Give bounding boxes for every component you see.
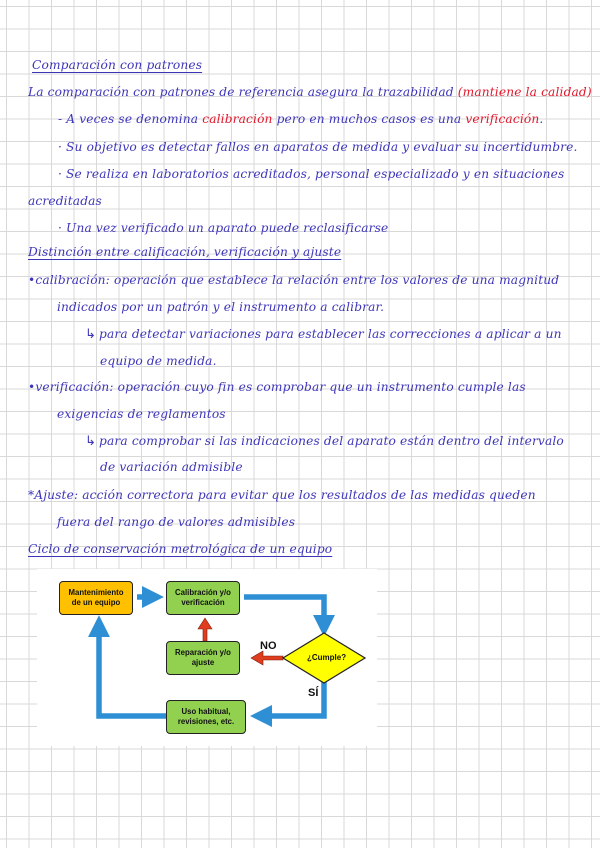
bullet-red-term: verificación [465,112,540,126]
arrow-reparacion-calib [198,618,212,641]
label-no: NO [260,640,277,652]
intro-highlight: (mantiene la calidad) [457,85,592,99]
bullet-item: · Su objetivo es detectar fallos en aparatos de medida y evaluar su incertidumbre. [58,140,578,154]
bullet-item [58,112,543,126]
intro-text: La comparación con patrones de referencia asegura la trazabilidad [28,85,454,99]
box-uso: Uso habitual, revisiones, etc. [166,700,246,734]
section-heading-ciclo: Ciclo de conservación metrológica de un equipo [28,542,333,556]
arrow-calib-cumple [244,597,324,627]
bullet-text: . [539,112,544,126]
section-heading-distincion: Distinción entre calificación, verificación y ajuste [28,245,342,259]
sub-note [85,327,562,342]
box-mantenimiento: Mantenimiento de un equipo [59,581,133,615]
label-si: SÍ [308,687,319,699]
definition-verificacion: •verificación: operación cuyo fin es comprobar que un instrumento cumple las [28,380,526,394]
bullet-text: pero en muchos casos es una [272,112,466,126]
definition-calibracion-cont: indicados por un patrón y el instrumento a calibrar. [57,300,385,314]
sub-arrow-icon: ↳ [85,434,97,449]
box-reparacion: Reparación y/o ajuste [166,641,240,675]
definition-verificacion-cont: exigencias de reglamentos [57,407,226,421]
sub-note-cont: equipo de medida. [100,354,217,368]
box-calibracion: Calibración y/o verificación [166,581,240,615]
sub-note-text: para comprobar si las indicaciones del aparato están dentro del intervalo [99,434,564,448]
definition-ajuste-cont: fuera del rango de valores admisibles [57,515,296,529]
sub-note-cont: de variación admisible [100,460,243,474]
bullet-red-term: calibración [202,112,273,126]
definition-ajuste: *Ajuste: acción correctora para evitar que los resultados de las medidas queden [28,488,536,502]
bullet-continuation: acreditadas [28,194,102,208]
decision-label: ¿Cumple? [307,653,347,662]
sub-arrow-icon: ↳ [85,327,97,342]
arrow-no-reparacion [251,651,283,665]
bullet-item: · Una vez verificado un aparato puede reclasificarse [58,221,389,235]
bullet-item: · Se realiza en laboratorios acreditados, personal especializado y en situaciones [58,167,565,181]
bullet-text: - A veces se denomina [58,112,203,126]
arrow-uso-mant [99,625,167,716]
sub-note [85,434,564,449]
sub-note-text: para detectar variaciones para establecer las correcciones a aplicar a un [99,327,562,341]
definition-calibracion: •calibración: operación que establece la relación entre los valores de una magnitud [28,273,560,287]
section-heading-comparacion: Comparación con patrones [32,58,203,72]
flow-diagram [37,569,377,746]
intro-line [28,85,592,99]
